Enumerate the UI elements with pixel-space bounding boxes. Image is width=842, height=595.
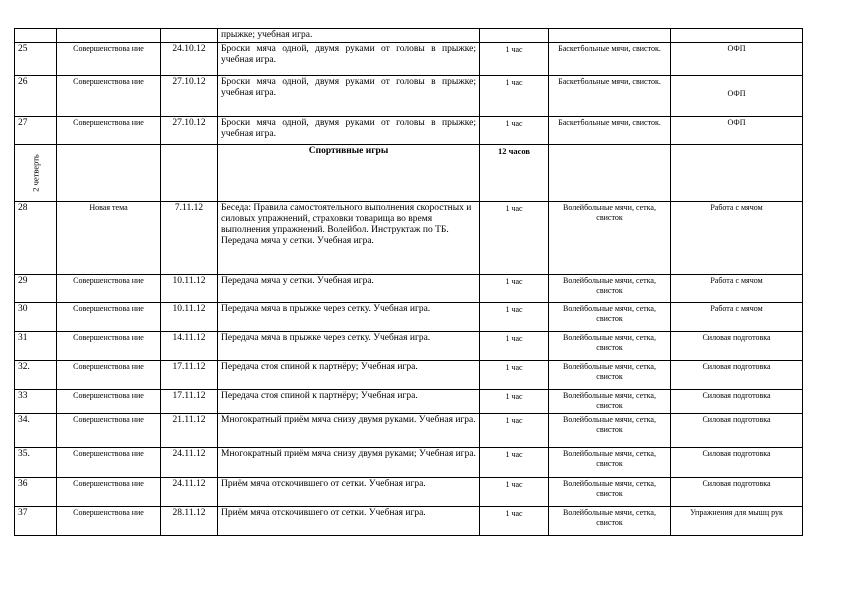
cell-date-text: 21.11.12 — [172, 415, 206, 425]
cell-date — [161, 361, 218, 390]
cell-date-text: 10.11.12 — [172, 276, 206, 286]
cell-date-text: 24.11.12 — [172, 449, 206, 459]
cell-type — [57, 43, 161, 76]
cell-num — [15, 202, 57, 275]
cell-hours-text: 1 час — [505, 204, 523, 213]
cell-note — [671, 390, 803, 414]
cell-type-text: Совершенствова ние — [73, 44, 144, 53]
cell-hours-text: 1 час — [505, 334, 523, 343]
cell-num-text: 26 — [18, 77, 28, 87]
cell-topic — [218, 390, 480, 414]
cell-type-text: Совершенствова ние — [73, 415, 144, 424]
cell-equip-text: Волейбольные мячи, сетка, свисток — [563, 362, 656, 381]
cell-date — [161, 29, 218, 43]
cell-topic-text: Передача мяча в прыжке через сетку. Учебная игра. — [221, 304, 431, 314]
cell-hours-text: 1 час — [505, 450, 523, 459]
cell-equip-text: Волейбольные мячи, сетка, свисток — [563, 276, 656, 295]
cell-equip — [549, 478, 671, 507]
cell-date — [161, 478, 218, 507]
cell-type-text: Совершенствова ние — [73, 304, 144, 313]
cell-date-text: 28.11.12 — [172, 508, 206, 518]
cell-topic — [218, 117, 480, 145]
cell-date-text: 17.11.12 — [172, 391, 206, 401]
cell-note-text: Силовая подготовка — [702, 333, 771, 342]
quarter-label: 2 четверть — [30, 154, 40, 192]
cell-hours — [480, 414, 549, 448]
cell-date-text: 24.10.12 — [172, 44, 206, 54]
cell-note — [671, 414, 803, 448]
cell-num — [15, 43, 57, 76]
cell-date — [161, 414, 218, 448]
table-row — [15, 390, 803, 414]
cell-type — [57, 390, 161, 414]
cell-hours-text: 1 час — [505, 119, 523, 128]
cell-note — [671, 478, 803, 507]
table-row — [15, 414, 803, 448]
cell-num-text: 28 — [18, 203, 28, 213]
cell-topic-text: Передача мяча у сетки. Учебная игра. — [221, 276, 374, 286]
cell-num — [15, 303, 57, 332]
table-row — [15, 361, 803, 390]
cell-note-text: Работа с мячом — [710, 203, 763, 212]
cell-hours — [480, 507, 549, 536]
cell-hours — [480, 303, 549, 332]
cell-topic — [218, 275, 480, 303]
section-hours: 12 часов — [480, 145, 549, 202]
cell-type — [57, 29, 161, 43]
cell-hours — [480, 390, 549, 414]
cell-num — [15, 448, 57, 478]
cell-num — [15, 29, 57, 43]
cell-note-text: ОФП — [727, 118, 746, 127]
cell-equip-text: Волейбольные мячи, сетка, свисток — [563, 333, 656, 352]
cell-type — [57, 448, 161, 478]
cell-note — [671, 117, 803, 145]
cell-type-text: Совершенствова ние — [73, 508, 144, 517]
cell-num — [15, 507, 57, 536]
cell-note — [671, 332, 803, 361]
cell-topic-text: Броски мяча одной, двумя руками от головы в прыжке; учебная игра. — [221, 77, 476, 98]
cell-note — [671, 303, 803, 332]
cell-num-text: 25 — [18, 44, 28, 54]
table-row — [15, 43, 803, 76]
cell-topic — [218, 448, 480, 478]
cell-num — [15, 76, 57, 117]
cell-note-text: ОФП — [727, 44, 746, 53]
cell-hours — [480, 117, 549, 145]
cell-num-text: 32. — [18, 362, 30, 372]
cell-hours-text: 1 час — [505, 480, 523, 489]
cell-hours-text: 1 час — [505, 78, 523, 87]
cell-date — [161, 507, 218, 536]
cell-date-text: 14.11.12 — [172, 333, 206, 343]
cell-hours — [480, 478, 549, 507]
cell-num — [15, 275, 57, 303]
cell-date — [161, 390, 218, 414]
cell-num-text: 33 — [18, 391, 28, 401]
cell-equip-text: Баскетбольные мячи, свисток. — [558, 77, 661, 86]
cell-type — [57, 478, 161, 507]
cell-date — [161, 76, 218, 117]
cell-type — [57, 414, 161, 448]
cell-topic — [218, 202, 480, 275]
cell-equip — [549, 145, 671, 202]
cell-date — [161, 332, 218, 361]
cell-hours-text: 1 час — [505, 45, 523, 54]
cell-hours-text: 1 час — [505, 305, 523, 314]
cell-hours-text: 1 час — [505, 277, 523, 286]
cell-type-text: Совершенствова ние — [73, 118, 144, 127]
table-row — [15, 448, 803, 478]
cell-note — [671, 29, 803, 43]
cell-equip-text: Волейбольные мячи, сетка, свисток — [563, 508, 656, 527]
cell-date-text: 10.11.12 — [172, 304, 206, 314]
cell-type-text: Совершенствова ние — [73, 391, 144, 400]
cell-num-text: 34. — [18, 415, 30, 425]
cell-equip-text: Волейбольные мячи, сетка, свисток — [563, 203, 656, 222]
cell-num — [15, 117, 57, 145]
lesson-plan-table — [14, 28, 803, 536]
cell-topic — [218, 43, 480, 76]
cell-hours-text: 1 час — [505, 392, 523, 401]
cell-equip — [549, 43, 671, 76]
cell-note-text: ОФП — [727, 89, 746, 98]
cell-topic — [218, 76, 480, 117]
cell-type-text: Совершенствова ние — [73, 333, 144, 342]
cell-type — [57, 361, 161, 390]
cell-num-text: 31 — [18, 333, 28, 343]
cell-topic-text: Передача мяча в прыжке через сетку. Учебная игра. — [221, 333, 431, 343]
cell-note — [671, 507, 803, 536]
cell-date-text: 17.11.12 — [172, 362, 206, 372]
cell-topic-text: Многократный приём мяча снизу двумя руками. Учебная игра. — [221, 415, 476, 425]
cell-topic-text: Броски мяча одной, двумя руками от головы в прыжке; учебная игра. — [221, 118, 476, 139]
cell-type — [57, 145, 161, 202]
cell-type-text: Совершенствова ние — [73, 77, 144, 86]
cell-topic — [218, 414, 480, 448]
cell-note-text: Упражнения для мышц рук — [690, 508, 783, 517]
cell-note-text: Силовая подготовка — [702, 449, 771, 458]
cell-type-text: Совершенствова ние — [73, 479, 144, 488]
cell-date — [161, 303, 218, 332]
cell-hours-text: 1 час — [505, 363, 523, 372]
cell-hours — [480, 361, 549, 390]
cell-note-text: Силовая подготовка — [702, 479, 771, 488]
cell-note — [671, 76, 803, 117]
cell-hours — [480, 202, 549, 275]
cell-topic-text: Броски мяча одной, двумя руками от головы в прыжке; учебная игра. — [221, 44, 476, 65]
table-row — [15, 507, 803, 536]
cell-date — [161, 275, 218, 303]
cell-equip-text: Волейбольные мячи, сетка, свисток — [563, 391, 656, 410]
table-row — [15, 76, 803, 117]
cell-equip — [549, 390, 671, 414]
cell-type — [57, 303, 161, 332]
table-row — [15, 275, 803, 303]
cell-num — [15, 478, 57, 507]
cell-date-text: 27.10.12 — [172, 77, 206, 87]
cell-hours-text: 1 час — [505, 416, 523, 425]
cell-equip-text: Волейбольные мячи, сетка, свисток — [563, 304, 656, 323]
cell-equip — [549, 414, 671, 448]
cell-topic: прыжке; учебная игра. — [218, 29, 480, 43]
cell-date — [161, 202, 218, 275]
cell-type-text: Новая тема — [89, 203, 128, 212]
cell-hours — [480, 448, 549, 478]
cell-type — [57, 332, 161, 361]
cell-date-text: 24.11.12 — [172, 479, 206, 489]
cell-topic-text: Передача стоя спиной к партнёру; Учебная игра. — [221, 362, 418, 372]
section-row — [15, 145, 803, 202]
cell-type — [57, 275, 161, 303]
cell-equip — [549, 507, 671, 536]
cell-topic — [218, 361, 480, 390]
cell-date-text: 7.11.12 — [174, 203, 204, 213]
cell-note — [671, 448, 803, 478]
cell-type — [57, 117, 161, 145]
cell-num-text: 37 — [18, 508, 28, 518]
cell-note-text: Силовая подготовка — [702, 362, 771, 371]
cell-equip — [549, 202, 671, 275]
cell-equip — [549, 117, 671, 145]
table-row — [15, 303, 803, 332]
cell-type — [57, 202, 161, 275]
cell-equip-text: Волейбольные мячи, сетка, свисток — [563, 415, 656, 434]
table-row — [15, 29, 803, 43]
cell-topic — [218, 303, 480, 332]
cell-equip — [549, 448, 671, 478]
cell-type — [57, 76, 161, 117]
cell-equip-text: Баскетбольные мячи, свисток. — [558, 118, 661, 127]
table-row — [15, 332, 803, 361]
cell-type-text: Совершенствова ние — [73, 276, 144, 285]
cell-hours — [480, 29, 549, 43]
cell-num — [15, 361, 57, 390]
cell-equip-text: Баскетбольные мячи, свисток. — [558, 44, 661, 53]
cell-equip — [549, 332, 671, 361]
cell-topic — [218, 478, 480, 507]
cell-num-text: 35. — [18, 449, 30, 459]
cell-note-text: Силовая подготовка — [702, 415, 771, 424]
cell-topic-text: Приём мяча отскочившего от сетки. Учебная игра. — [221, 479, 426, 489]
cell-num — [15, 332, 57, 361]
cell-hours — [480, 275, 549, 303]
cell-note — [671, 43, 803, 76]
cell-equip — [549, 361, 671, 390]
cell-hours — [480, 76, 549, 117]
cell-date — [161, 117, 218, 145]
cell-note — [671, 275, 803, 303]
table-row — [15, 117, 803, 145]
cell-topic — [218, 507, 480, 536]
cell-equip-text: Волейбольные мячи, сетка, свисток — [563, 449, 656, 468]
cell-equip — [549, 303, 671, 332]
cell-num-text: 27 — [18, 118, 28, 128]
cell-date — [161, 145, 218, 202]
cell-equip-text: Волейбольные мячи, сетка, свисток — [563, 479, 656, 498]
cell-topic-text: Многократный приём мяча снизу двумя руками; Учебная игра. — [221, 449, 476, 459]
cell-topic — [218, 332, 480, 361]
cell-note-text: Силовая подготовка — [702, 391, 771, 400]
cell-num — [15, 414, 57, 448]
cell-topic-text: Передача стоя спиной к партнёру; Учебная игра. — [221, 391, 418, 401]
cell-equip — [549, 275, 671, 303]
cell-note — [671, 361, 803, 390]
cell-hours-text: 1 час — [505, 509, 523, 518]
cell-note — [671, 202, 803, 275]
cell-note-text: Работа с мячом — [710, 276, 763, 285]
cell-note-text: Работа с мячом — [710, 304, 763, 313]
cell-num — [15, 390, 57, 414]
cell-equip — [549, 29, 671, 43]
cell-hours — [480, 43, 549, 76]
cell-date — [161, 43, 218, 76]
section-title: Спортивные игры — [218, 145, 480, 202]
cell-date-text: 27.10.12 — [172, 118, 206, 128]
cell-note — [671, 145, 803, 202]
cell-type-text: Совершенствова ние — [73, 362, 144, 371]
cell-topic-text: Приём мяча отскочившего от сетки. Учебная игра. — [221, 508, 426, 518]
cell-num-text: 36 — [18, 479, 28, 489]
cell-type — [57, 507, 161, 536]
cell-type-text: Совершенствова ние — [73, 449, 144, 458]
cell-num-text: 29 — [18, 276, 28, 286]
cell-topic-text: Беседа: Правила самостоятельного выполнения скоростных и силовых упражнений, страховки товарища во время выполнения упражнений. Волейбол. Инструктаж по ТБ. Передача мяча у сетки. Учебная игра. — [221, 203, 472, 246]
table-row — [15, 202, 803, 275]
cell-num-text: 30 — [18, 304, 28, 314]
quarter-cell — [15, 145, 57, 202]
cell-hours — [480, 332, 549, 361]
cell-equip — [549, 76, 671, 117]
cell-date — [161, 448, 218, 478]
table-row — [15, 478, 803, 507]
